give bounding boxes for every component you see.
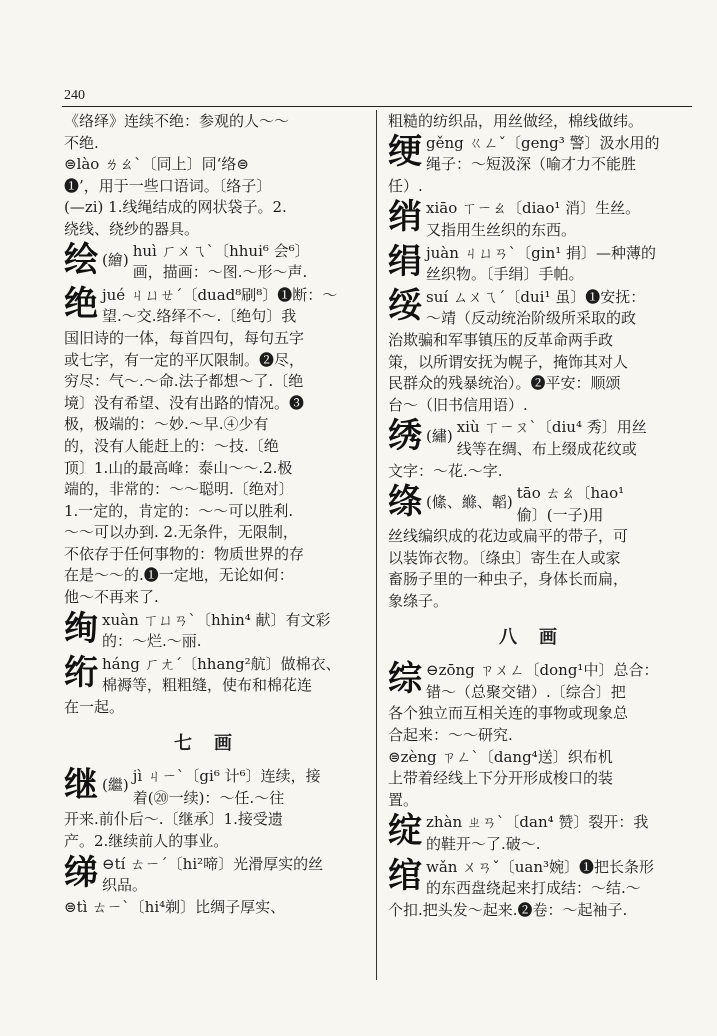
text-line: huì ㄏㄨㄟˋ〔hhui⁶ 会⁶〕	[132, 241, 310, 260]
text-line: 台～（旧书信用语）.	[388, 395, 528, 414]
dictionary-entry	[388, 243, 690, 286]
text-line: ❶’，用于一些口语词。〔络子〕	[64, 176, 272, 195]
text-line: 的：～烂.～丽.	[102, 632, 202, 651]
text-line: 在一起。	[64, 698, 125, 717]
dictionary-entry	[64, 766, 364, 852]
text-line: 不绝.	[64, 133, 99, 152]
text-line: 的东西盘绕起来打成结：～结.～	[426, 879, 641, 898]
entry-definition	[388, 243, 690, 286]
text-line: 顶〕1.山的最高峰：泰山～～.2.极	[64, 458, 293, 477]
entry-definition	[388, 812, 690, 855]
dictionary-entry	[64, 241, 364, 284]
text-line: 绳子：～短汲深（喻才力不能胜	[426, 155, 637, 174]
text-line: 棉褥等，粗粗缝，使布和棉花连	[102, 676, 313, 695]
text-line: ⊜zèng ㄗㄥˋ〔dang⁴送〕织布机	[388, 747, 613, 766]
text-line: juàn ㄐㄩㄢˋ〔gin¹ 捐〕—种薄的	[426, 243, 657, 262]
section-heading: 七画	[174, 732, 254, 754]
text-line: 织品。	[102, 876, 148, 895]
entry-variant: (繡)	[426, 427, 453, 446]
dictionary-entry	[388, 812, 690, 855]
text-line: 象绦子。	[388, 592, 449, 611]
text-line: ⊖tí ㄊㄧˊ〔hi²啼〕光滑厚实的丝	[102, 854, 324, 873]
dictionary-entry	[388, 660, 690, 811]
text-line: 开来.前仆后～.〔继承〕1.接受遗	[64, 810, 283, 829]
page-number: 240	[64, 88, 85, 103]
entry-headword: 继	[64, 765, 98, 806]
entry-definition	[388, 198, 690, 241]
text-line: 畜肠子里的一种虫子，身体长而扁，	[388, 570, 629, 589]
text-line: xiāo ㄒㄧㄠ〔diao¹ 消〕生丝。	[426, 199, 641, 218]
entry-definition	[64, 610, 364, 653]
text-line: háng ㄏㄤˊ〔hhang²航〕做棉衣、	[102, 654, 341, 673]
entry-headword: 绚	[64, 608, 98, 649]
dictionary-entry	[388, 198, 690, 241]
entry-headword: 绡	[388, 197, 422, 238]
text-line: 不依存于任何事物的：物质世界的存	[64, 544, 305, 563]
left-column	[64, 111, 364, 919]
dictionary-entry	[388, 287, 690, 417]
text-line: 或七字，有一定的平仄限制。❷尽，	[64, 350, 305, 369]
entry-headword: 绗	[64, 652, 98, 693]
dictionary-entry	[388, 857, 690, 922]
paragraph	[64, 111, 364, 241]
text-line: 各个独立而互相关连的事物或现象总	[388, 704, 629, 723]
paragraph	[388, 111, 690, 133]
entry-definition	[388, 287, 690, 417]
text-line: zhàn ㄓㄢˋ〔dan⁴ 赞〕裂开：我	[426, 813, 649, 832]
text-line: 上带着经线上下分开形成梭口的装	[388, 769, 614, 788]
text-line: 极，极端的：～妙.～早.④少有	[64, 415, 269, 434]
section-heading: 八画	[499, 626, 579, 648]
entry-definition	[64, 854, 364, 919]
text-line: 国旧诗的一体，每首四句，每句五字	[64, 328, 305, 347]
entry-definition	[64, 654, 364, 719]
text-line: 丝线编织成的花边或扁平的带子，可	[388, 527, 629, 546]
entry-headword: 绢	[388, 241, 422, 282]
dictionary-entry	[388, 133, 690, 198]
entry-headword: 绝	[64, 283, 98, 324]
dictionary-entry	[64, 654, 364, 719]
entry-definition	[388, 133, 690, 198]
text-line: 穷尽：气～.～命.法子都想～了.〔绝	[64, 372, 304, 391]
text-line: 民群众的残暴统治）。❷平安：顺颂	[388, 374, 621, 393]
text-line: ⊜lào ㄌㄠˋ〔同上〕同‘络⊜	[64, 155, 249, 174]
text-line: 错～（总聚交错）.〔综合〕把	[426, 682, 626, 701]
text-line: 端的，非常的：～～聪明.〔绝对〕	[64, 480, 294, 499]
text-line: 丝织物。〔手绢〕手帕。	[426, 265, 584, 284]
entry-headword: 绣	[388, 416, 422, 457]
header-rule	[62, 106, 692, 107]
entry-variant: (繪)	[102, 250, 129, 269]
text-line: 又指用生丝织的东西。	[426, 220, 577, 239]
dictionary-entry	[388, 483, 690, 613]
text-line: 画，描画：～图.～形～声.	[132, 263, 308, 282]
text-line: xuàn ㄒㄩㄢˋ〔hhin⁴ 献〕有文彩	[102, 610, 331, 629]
text-line: 的，没有人能赶上的：～技.〔绝	[64, 436, 279, 455]
entry-headword: 绨	[64, 852, 98, 893]
text-line: 的鞋开～了.破～.	[426, 835, 541, 853]
dictionary-entry	[64, 854, 364, 919]
text-line: 《络绎》连续不绝：参观的人～～	[64, 112, 290, 130]
right-column	[388, 111, 690, 922]
text-line: 着(⑳一续)：～任.～往	[132, 788, 285, 807]
text-line: 粗糙的纺织品，用丝做经，棉线做纬。	[388, 112, 644, 130]
text-line: jì ㄐㄧˋ〔gi⁶ 计⁶〕连续，接	[132, 767, 321, 786]
text-line: ～靖（反动统治阶级所采取的政	[426, 309, 637, 328]
entry-headword: 绽	[388, 811, 422, 852]
text-line: suí ㄙㄨㄟˊ〔dui¹ 虽〕❶安抚：	[426, 287, 646, 306]
text-line: 在是～～的.❶一定地，无论如何：	[64, 566, 294, 585]
entry-headword: 综	[388, 659, 422, 700]
text-line: 以装饰衣物。〔绦虫〕寄生在人或家	[388, 548, 621, 567]
entry-definition	[388, 660, 690, 811]
text-line: ⊜tì ㄊㄧˋ〔hi⁴剃〕比绸子厚实、	[64, 897, 286, 916]
text-line: 个扣.把头发～起来.❷卷：～起袖子.	[388, 900, 628, 919]
text-line: ～～可以办到. 2.无条件，无限制，	[64, 523, 298, 542]
dictionary-entry	[64, 285, 364, 609]
dictionary-entry	[388, 417, 690, 482]
column-divider	[376, 110, 377, 980]
entry-headword: 绠	[388, 131, 422, 172]
text-line: 望.～交.络绎不～.〔绝句〕我	[102, 307, 297, 326]
text-line: (—zi) 1.线绳结成的网状袋子。2.	[64, 198, 287, 217]
entry-headword: 绥	[388, 285, 422, 326]
entry-definition	[388, 857, 690, 922]
text-line: 文字：～花.～字.	[388, 461, 503, 480]
text-line: jué ㄐㄩㄝˊ〔duad⁸刷⁸〕❶断：～	[102, 285, 338, 304]
text-line: 任）.	[388, 176, 423, 195]
text-line: 境〕没有希望、没有出路的情况。❸	[64, 393, 305, 412]
entry-definition	[64, 285, 364, 609]
entry-variant: (繼)	[102, 776, 129, 795]
text-line: xiù ㄒㄧㄡˋ〔diu⁴ 秀〕用丝	[456, 418, 647, 437]
text-line: 偷〕(一子)用	[516, 505, 604, 524]
text-line: 绕线、绕纱的器具。	[64, 219, 200, 238]
entry-headword: 绦	[388, 482, 422, 523]
text-line: tāo ㄊㄠ〔hao¹	[516, 484, 625, 503]
entry-variant: (絛、縧、韜)	[426, 493, 513, 512]
text-line: 产。2.继续前人的事业。	[64, 832, 229, 850]
text-line: wǎn ㄨㄢˇ〔uan³婉〕❶把长条形	[426, 857, 654, 876]
text-line: 置。	[388, 790, 419, 809]
text-line: gěng ㄍㄥˇ〔geng³ 警〕汲水用的	[426, 133, 660, 152]
text-line: 他～不再来了.	[64, 588, 159, 607]
text-line: ⊖zōng ㄗㄨㄥ〔dong¹中〕总合：	[426, 661, 659, 680]
entry-headword: 绾	[388, 855, 422, 896]
text-line: 治欺骗和军事镇压的反革命两手政	[388, 330, 614, 349]
text-line: 策，以所谓安抚为幌子，掩饰其对人	[388, 352, 629, 371]
text-line: 合起来：～～研究.	[388, 726, 513, 745]
entry-headword: 绘	[64, 239, 98, 280]
text-line: 线等在绸、布上缀成花纹或	[456, 439, 637, 458]
text-line: 1.一定的，肯定的：～～可以胜利.	[64, 501, 294, 520]
dictionary-entry	[64, 610, 364, 653]
